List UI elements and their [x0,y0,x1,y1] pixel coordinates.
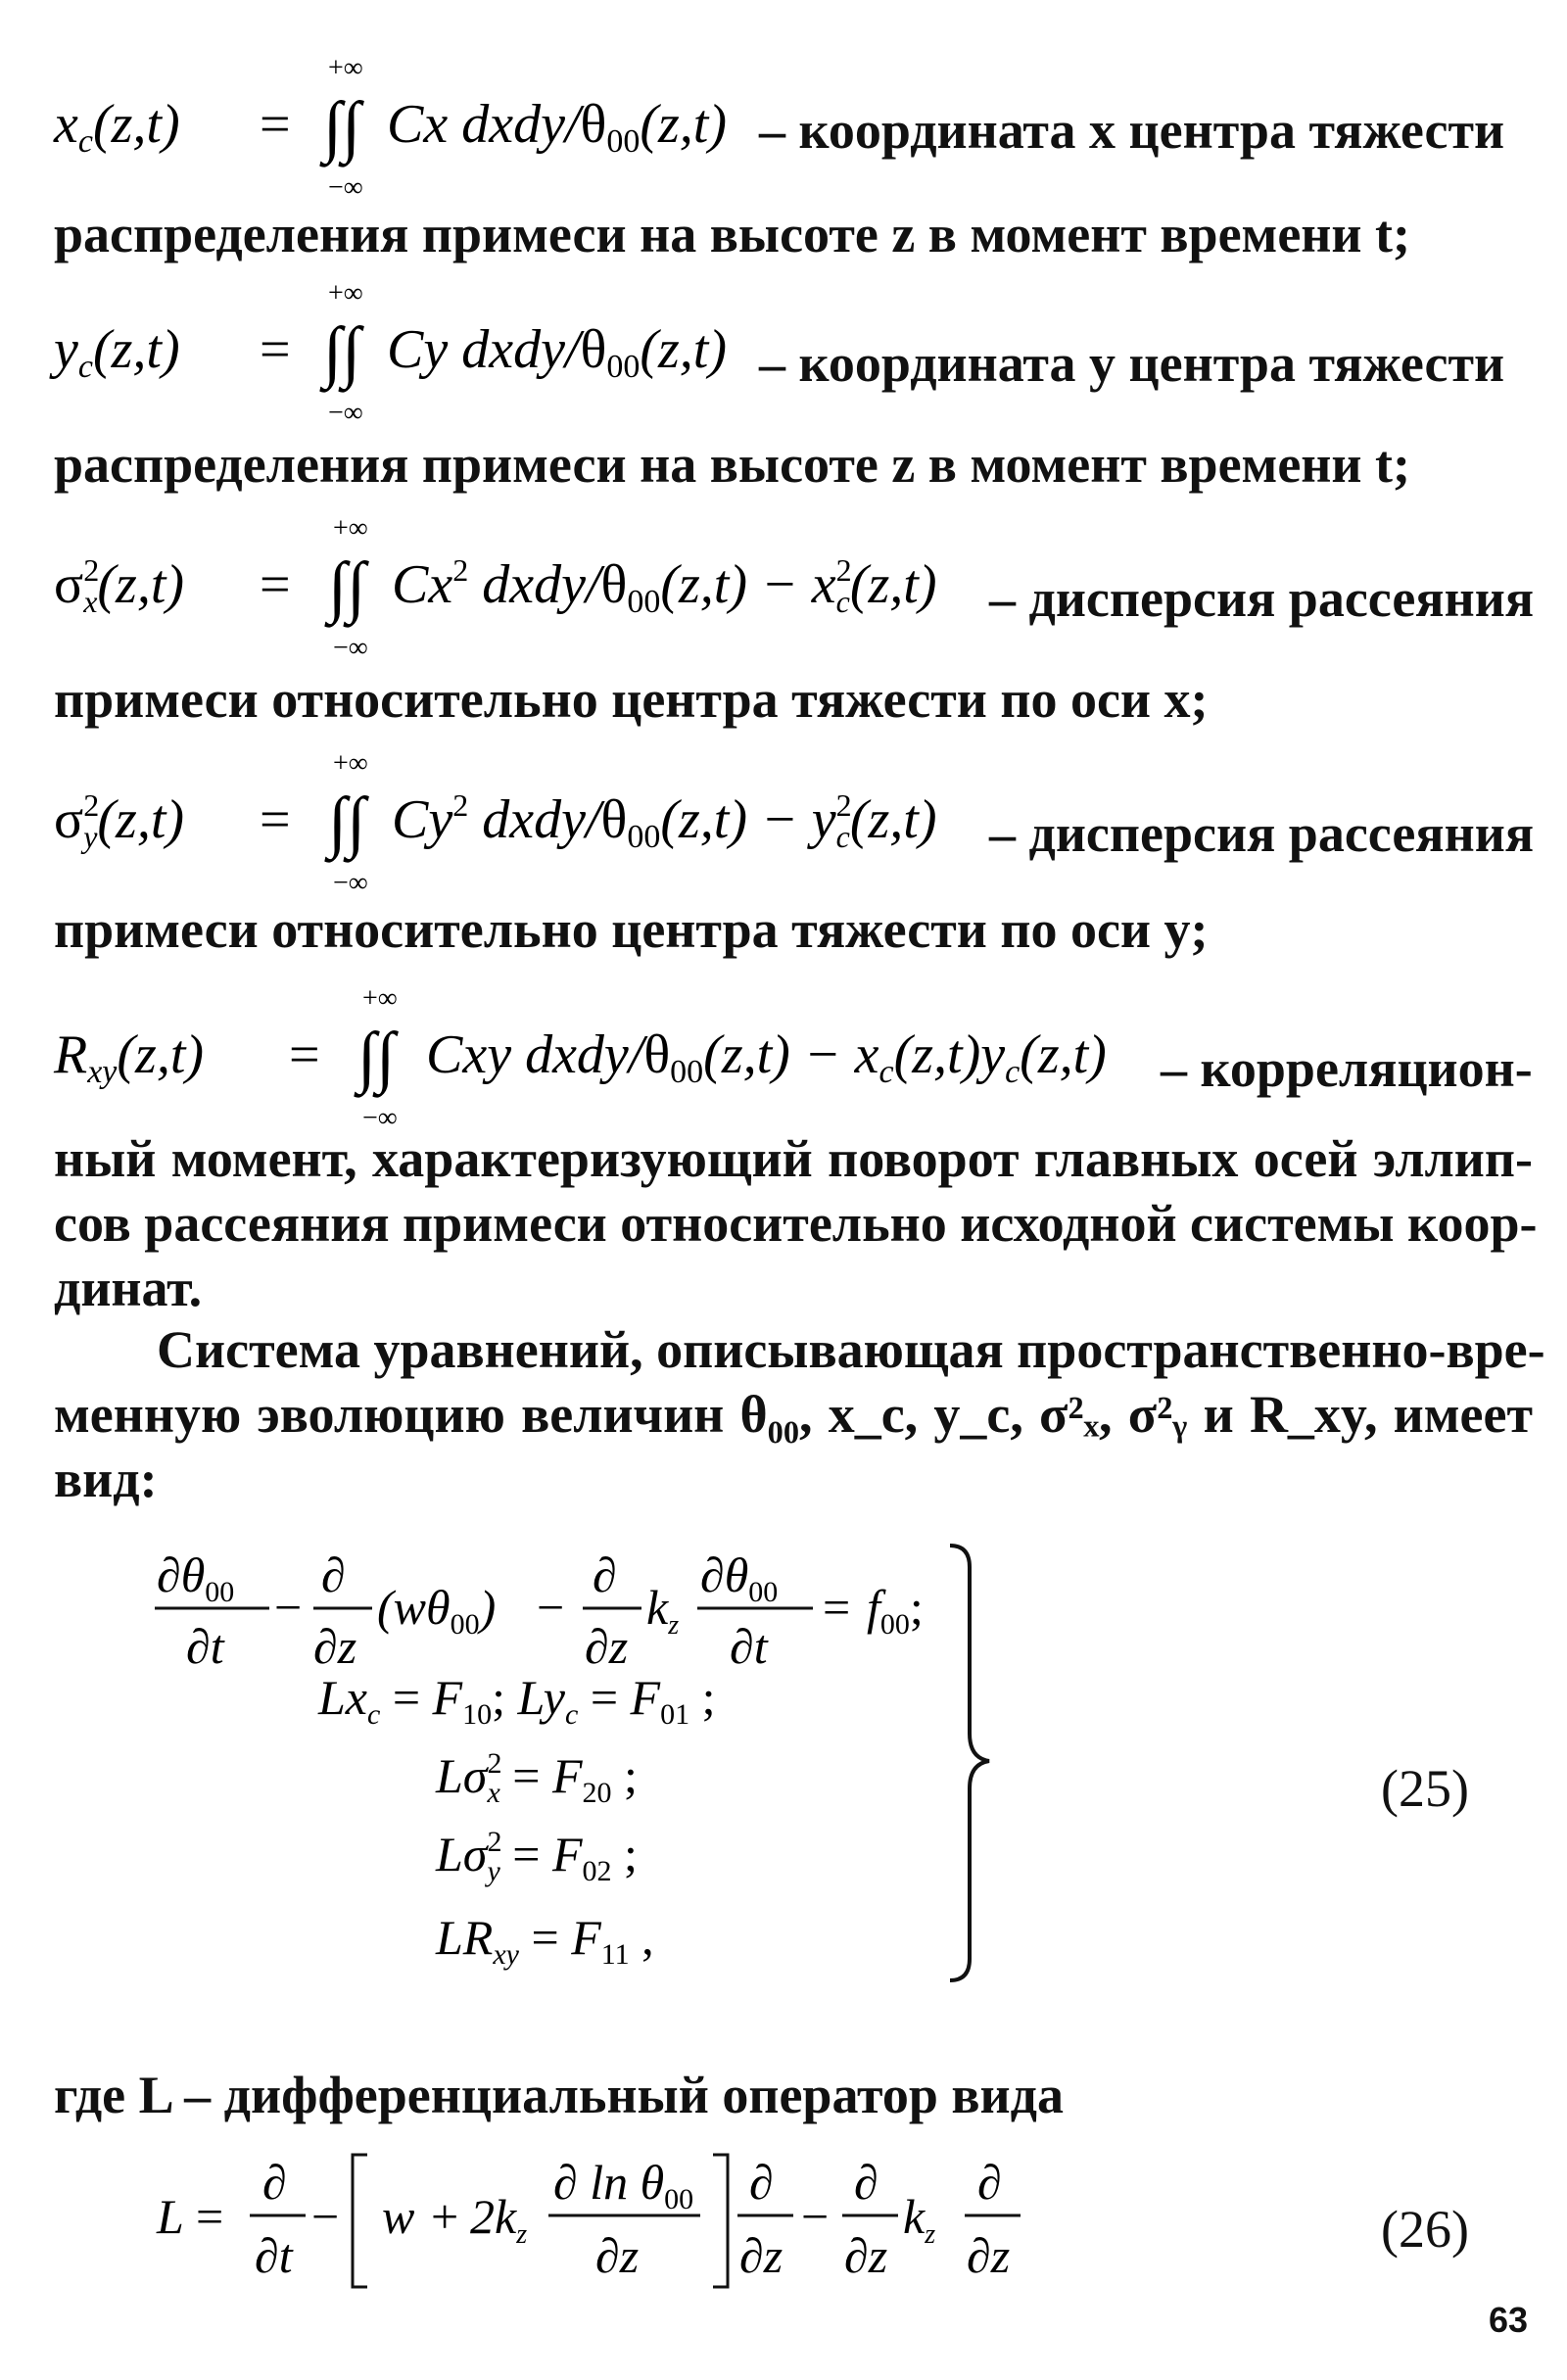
svg-text:kz: $k_z$ [903,2189,936,2250]
svg-text:−∞: −∞ [328,398,363,428]
definition-rxy-description: – корреляцион- [1161,1039,1533,1098]
rxy-paragraph-line: ный момент, характеризующий поворот главных осей эллип- [54,1129,1533,1188]
system-eq3: $L\sigma^2$ $x = F_{20}$ ; [436,1747,638,1809]
equation-number-25: (25) [1381,1759,1469,1818]
svg-text:Cx2 dxdy/θ00(z,t) − x2c(z,t): Cx$^2$ dxdy/θ00(z,t) − $x^2$ c(z,t) [392,552,937,620]
svg-text:∂: ∂ [977,2155,1002,2210]
svg-text:∫∫: ∫∫ [328,549,366,625]
svg-text:∂z: ∂z [313,1619,357,1674]
definition-sigma-x-continuation: примеси относительно центра тяжести по оси x; [54,670,1209,729]
system-intro-paragraph [54,1317,1545,1511]
svg-text:+∞: +∞ [362,989,398,1014]
svg-text:∂: ∂ [321,1547,346,1602]
svg-text:=: = [260,554,291,615]
svg-text:L: L [157,2189,184,2244]
svg-text:w: w [382,2189,415,2244]
svg-text:−: − [311,2189,340,2244]
system-intro-line: Система уравнений, описывающая пространственно-вре- [157,1320,1545,1379]
svg-text:∫∫: ∫∫ [323,89,361,165]
svg-text:σ2y(z,t): $\sigma^2$ y(z,t) [54,787,185,854]
svg-text:yc(z,t): yc(z,t) [54,319,180,385]
svg-text:∫∫: ∫∫ [323,314,361,390]
operator-intro: где L – дифференциальный оператор вида [54,2066,1064,2124]
svg-text:∂: ∂ [749,2155,774,2210]
definition-sigma-y-continuation: примеси относительно центра тяжести по оси y; [54,900,1209,959]
system-intro-line: менную эволюцию величин θ₀₀, x_c, y_c, σ²ₓ, σ²ᵧ и R_xy, имеет [54,1385,1533,1444]
svg-text:+: + [431,2189,459,2244]
system-eq1 [155,1547,924,1674]
svg-text:∂z: ∂z [595,2228,640,2283]
rxy-paragraph [54,1126,1538,1320]
svg-text:=: = [289,1024,320,1085]
integral-lower-limit: −∞ [328,172,363,203]
rxy-paragraph-line: сов рассеяния примеси относительно исходной системы коор- [54,1194,1538,1253]
svg-text:∫∫: ∫∫ [328,785,366,860]
svg-text:−∞: −∞ [333,868,368,898]
svg-text:∂ ln θ00: ∂ $\ln \theta_{00}$ [553,2155,694,2215]
definition-sigma-y-description: – дисперсия рассеяния [989,804,1535,863]
svg-text:+∞: +∞ [333,754,368,779]
svg-text:∂t: ∂t [255,2228,293,2283]
svg-text:∂z: ∂z [739,2228,784,2283]
svg-text:−: − [537,1580,565,1635]
svg-text:=: = [260,319,291,380]
definition-xc-continuation: распределения примеси на высоте z в момент времени t; [54,205,1410,263]
svg-text:∂: ∂ [854,2155,878,2210]
rxy-paragraph-line: динат. [54,1259,203,1317]
svg-text:∂t: ∂t [186,1619,224,1674]
page-number: 63 [1488,2300,1528,2340]
svg-text:∂θ00: $\partial\theta_{00}$ [700,1547,779,1608]
svg-text:∫∫: ∫∫ [357,1020,396,1095]
svg-text:∂z: ∂z [967,2228,1011,2283]
svg-text:−: − [801,2189,830,2244]
svg-text:Cx dxdy/θ00(z,t): Cx dxdy/θ00(z,t) [387,94,727,160]
svg-text:=: = [260,94,291,155]
svg-text:2kz: $2k_z$ [470,2189,528,2250]
svg-text:∂: ∂ [262,2155,287,2210]
svg-text:=: = [260,789,291,850]
svg-text:Cxy dxdy/θ00(z,t) − xc(z,t)yc(: Cxy dxdy/θ00(z,t) − xc(z,t)yc(z,t) [426,1024,1107,1090]
equation-number-26: (26) [1381,2200,1469,2259]
system-eq2: $Lx_c = F_{10}$; $Ly_c = F_{01}$ ; [318,1670,716,1731]
svg-text:∂z: ∂z [585,1619,629,1674]
definition-sigma-x-description: – дисперсия рассеяния [989,569,1535,628]
operator-equation-26 [147,2145,1126,2302]
system-intro-line: вид: [54,1450,158,1508]
svg-text:Rxy(z,t): Rxy(z,t) [54,1024,205,1090]
definition-xc-description: – координата x центра тяжести [759,101,1505,160]
svg-text:−∞: −∞ [333,633,368,663]
svg-text:xc(z,t): xc(z,t) [54,94,180,160]
svg-text:∂θ00: $\partial\theta_{00}$ [157,1547,235,1608]
svg-text:σ2x(z,t): $\sigma^2$ x(z,t) [54,552,185,619]
system-eq4: $L\sigma^2$ $y = F_{02}$ ; [436,1826,638,1887]
system-eq5: $LR_{xy} = F_{11}$ , [436,1910,654,1971]
equation-system-25 [147,1538,1518,2008]
svg-text:Cy2 dxdy/θ00(z,t) − y2c(z,t): Cy$^2$ dxdy/θ00(z,t) − $y^2$ c(z,t) [392,787,937,855]
svg-text:∂z: ∂z [844,2228,888,2283]
svg-text:Cy dxdy/θ00(z,t): Cy dxdy/θ00(z,t) [387,319,727,385]
svg-text:+∞: +∞ [328,284,363,309]
svg-text:=: = [823,1580,851,1635]
definition-yc-continuation: распределения примеси на высоте z в момент времени t; [54,435,1410,494]
svg-text:kz: $k_z$ [646,1580,680,1641]
system-right-brace [950,1546,989,1980]
svg-text:−: − [274,1580,303,1635]
svg-text:−∞: −∞ [362,1103,398,1133]
svg-text:∂t: ∂t [730,1619,768,1674]
svg-text:f00;: $f_{00}$; [867,1580,924,1641]
svg-text:∂: ∂ [593,1547,617,1602]
svg-text:(wθ00): $(w\theta_{00})$ [377,1580,497,1641]
integral-upper-limit: +∞ [328,59,363,83]
svg-text:+∞: +∞ [333,519,368,544]
definition-yc-description: – координата y центра тяжести [759,334,1505,393]
svg-text:=: = [196,2189,224,2244]
